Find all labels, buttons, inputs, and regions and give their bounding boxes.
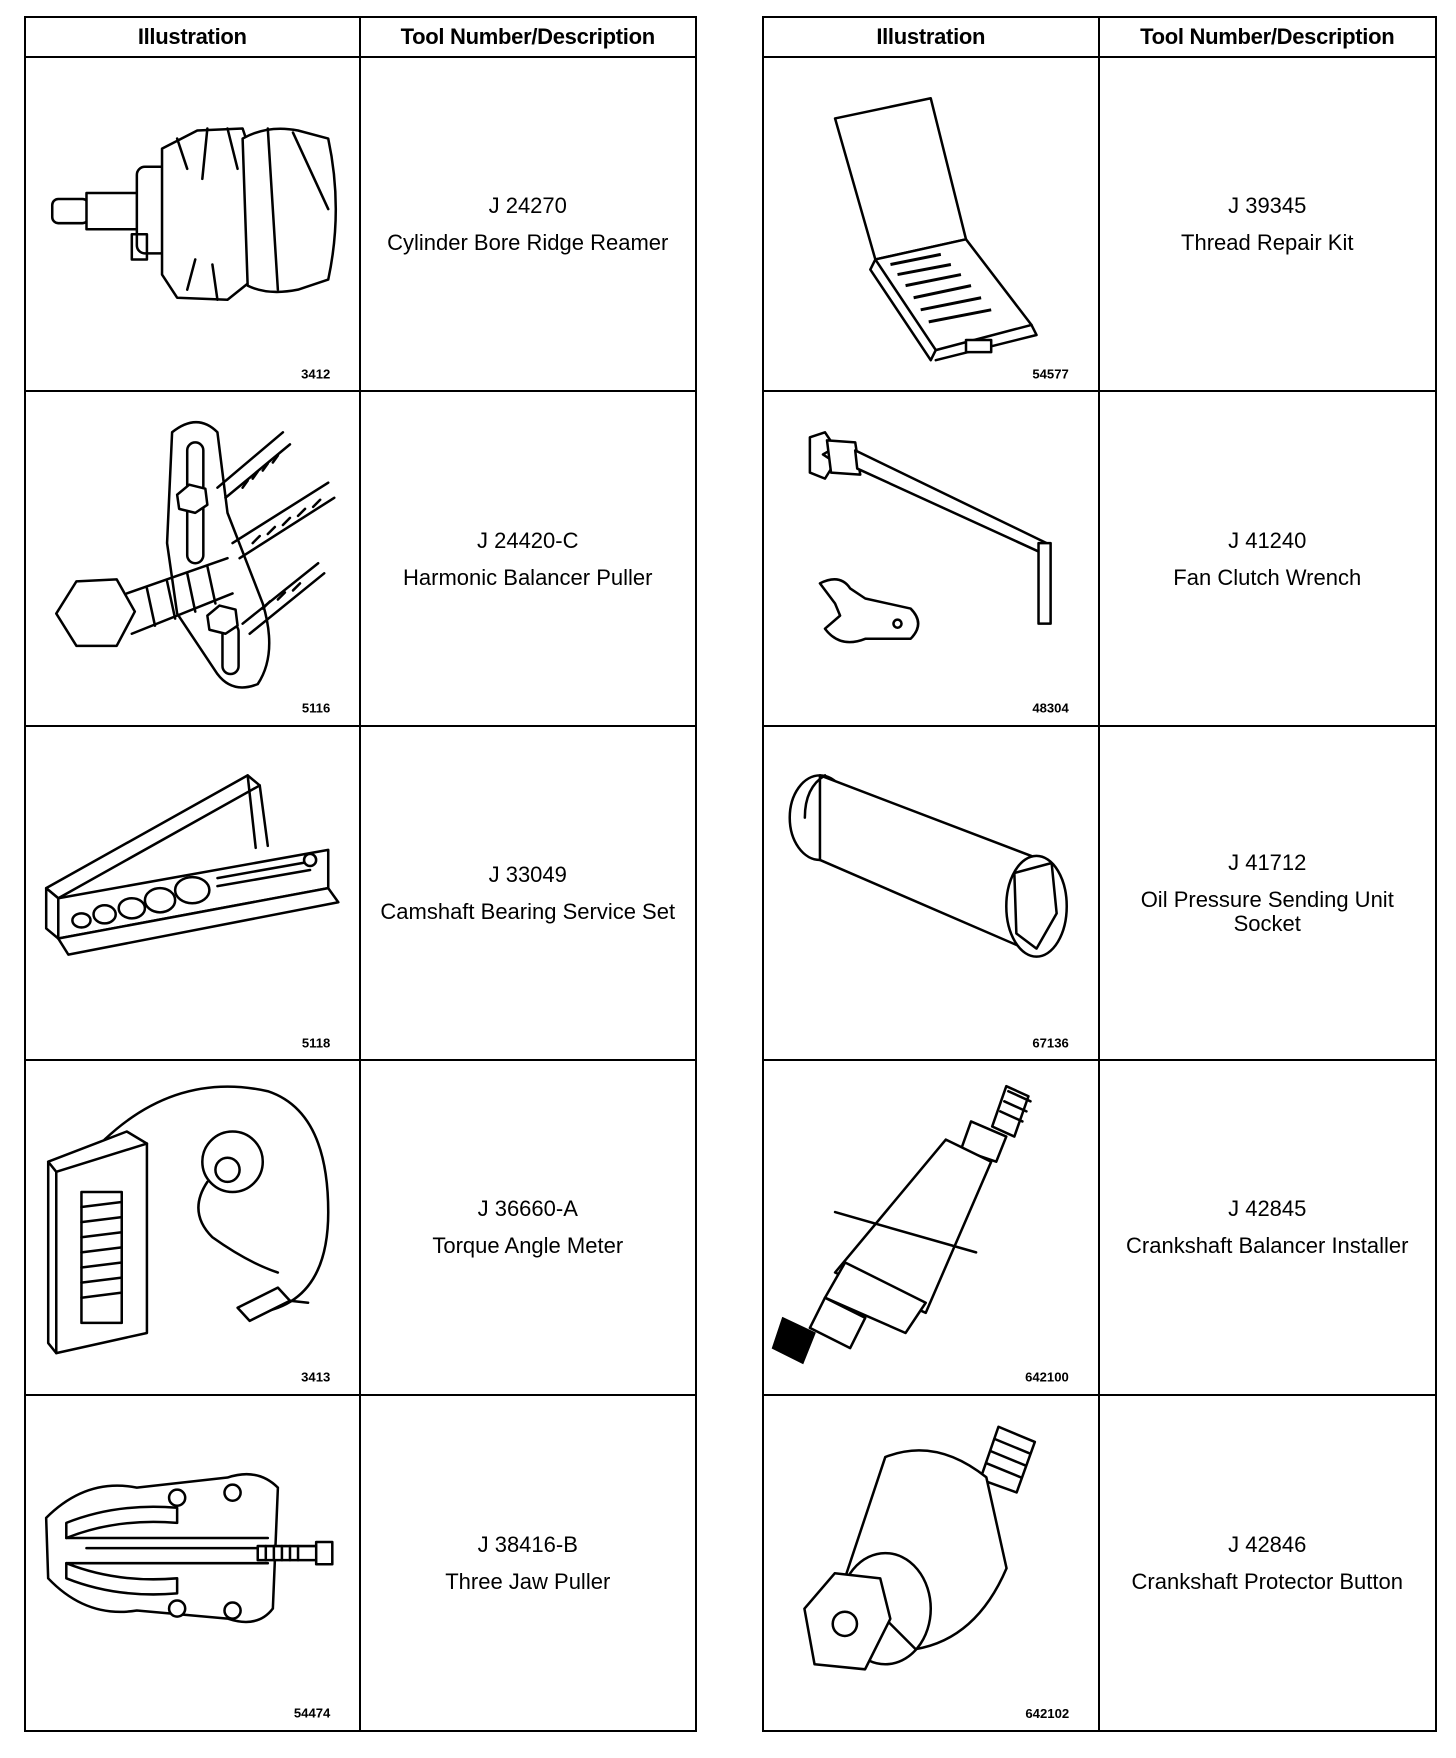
- figure-number: 67136: [1032, 1035, 1069, 1051]
- sending-unit-socket-icon: [764, 727, 1098, 1059]
- tool-number: J 39345: [1228, 193, 1307, 219]
- description-cell: [1100, 1061, 1436, 1395]
- illustration-cell: [26, 1396, 361, 1730]
- description-cell: [361, 392, 696, 726]
- tool-number: J 33049: [488, 861, 567, 887]
- tool-number: J 36660-A: [477, 1196, 578, 1222]
- figure-number: 54577: [1032, 366, 1069, 382]
- illustration-cell: [26, 392, 361, 726]
- header-tool-description: Tool Number/Description: [361, 18, 696, 58]
- description-cell: [361, 58, 696, 392]
- description-cell: [361, 1061, 696, 1395]
- tool-name: Harmonic Balancer Puller: [403, 564, 653, 590]
- figure-number: 3413: [301, 1369, 331, 1385]
- illustration-cell: [764, 58, 1100, 392]
- tool-table-left: [24, 16, 697, 1732]
- bearing-service-set-icon: [26, 727, 359, 1059]
- tool-name: Three Jaw Puller: [445, 1568, 611, 1594]
- balancer-puller-icon: [26, 392, 359, 724]
- description-cell: [1100, 58, 1436, 392]
- tool-number: J 24420-C: [476, 527, 579, 553]
- tool-name: Crankshaft Protector Button: [1131, 1568, 1403, 1594]
- torque-angle-meter-icon: [26, 1061, 359, 1393]
- header-illustration: Illustration: [26, 18, 361, 58]
- tool-number: J 41712: [1228, 849, 1307, 875]
- fan-clutch-wrench-icon: [764, 392, 1098, 724]
- figure-number: 48304: [1032, 700, 1069, 716]
- figure-number: 54474: [293, 1704, 331, 1720]
- tool-number: J 42846: [1228, 1531, 1307, 1557]
- figure-number: 3412: [301, 366, 331, 382]
- tool-number: J 24270: [488, 193, 567, 219]
- tool-number: J 41240: [1228, 527, 1307, 553]
- tool-table-right: [762, 16, 1437, 1732]
- figure-number: 642102: [1025, 1705, 1070, 1721]
- description-cell: [361, 727, 696, 1061]
- tool-number: J 42845: [1228, 1196, 1307, 1222]
- balancer-installer-icon: [764, 1061, 1098, 1393]
- tool-name: Oil Pressure Sending Unit Socket: [1140, 886, 1394, 936]
- illustration-cell: [764, 1396, 1100, 1730]
- illustration-cell: [764, 1061, 1100, 1395]
- tool-name: Torque Angle Meter: [432, 1233, 624, 1259]
- ridge-reamer-icon: [26, 58, 359, 390]
- figure-number: 642100: [1025, 1369, 1069, 1385]
- tool-name: Camshaft Bearing Service Set: [380, 898, 676, 924]
- illustration-cell: [764, 392, 1100, 726]
- header-tool-description: Tool Number/Description: [1100, 18, 1436, 58]
- tool-number: J 38416-B: [477, 1531, 578, 1557]
- protector-button-icon: [764, 1396, 1098, 1730]
- illustration-cell: [26, 727, 361, 1061]
- illustration-cell: [26, 58, 361, 392]
- header-illustration: Illustration: [764, 18, 1100, 58]
- tool-name: Fan Clutch Wrench: [1173, 564, 1362, 590]
- tool-name: Crankshaft Balancer Installer: [1126, 1233, 1409, 1259]
- description-cell: [1100, 727, 1436, 1061]
- description-cell: [361, 1396, 696, 1730]
- tool-name: Cylinder Bore Ridge Reamer: [387, 230, 669, 256]
- illustration-cell: [764, 727, 1100, 1061]
- three-jaw-puller-icon: [26, 1396, 359, 1730]
- figure-number: 5118: [301, 1035, 331, 1051]
- thread-repair-kit-icon: [764, 58, 1098, 390]
- description-cell: [1100, 1396, 1436, 1730]
- illustration-cell: [26, 1061, 361, 1395]
- description-cell: [1100, 392, 1436, 726]
- tool-name: Thread Repair Kit: [1181, 230, 1354, 256]
- figure-number: 5116: [301, 700, 331, 716]
